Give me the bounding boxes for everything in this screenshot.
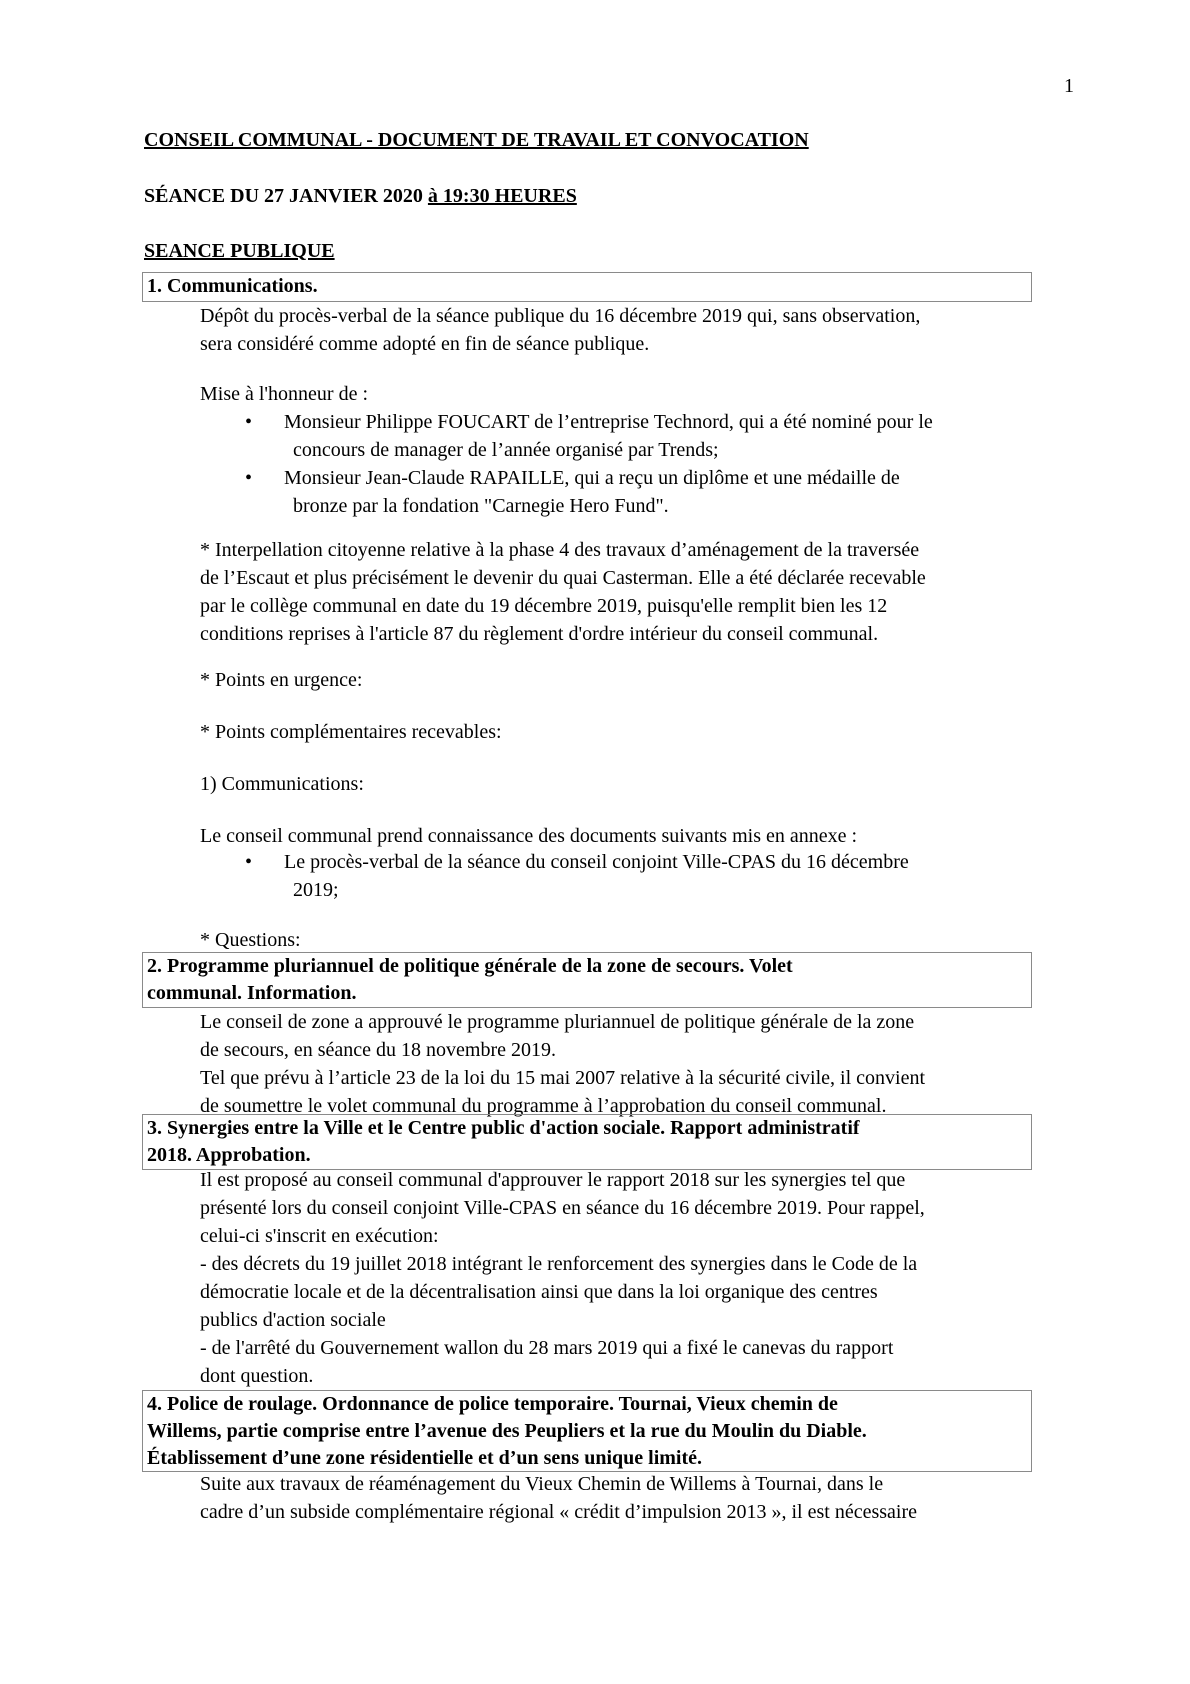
honneur-list [240,408,1090,520]
text-line: Il est proposé au conseil communal d'approuver le rapport 2018 sur les synergies tel que [200,1169,906,1191]
text-line: Le procès-verbal de la séance du conseil conjoint Ville-CPAS du 16 décembre [284,851,909,873]
text-line: - de l'arrêté du Gouvernement wallon du 28 mars 2019 qui a fixé le canevas du rapport [200,1337,894,1359]
text-line: * Interpellation citoyenne relative à la phase 4 des travaux d’aménagement de la traversée [200,539,920,561]
complementaires-text: * Points complémentaires recevables: [200,721,502,743]
text-line: Établissement d’une zone résidentielle et d’un sens unique limité. [147,1447,703,1469]
text-line: de l’Escaut et plus précisément le devenir du quai Casterman. Elle a été déclarée recevable [200,567,926,589]
text-line: présenté lors du conseil conjoint Ville-CPAS en séance du 16 décembre 2019. Pour rappel, [200,1197,925,1219]
text-line: bronze par la fondation "Carnegie Hero Fund". [293,495,669,517]
text-line: celui-ci s'inscrit en exécution: [200,1225,439,1247]
text-line: démocratie locale et de la décentralisation ainsi que dans la loi organique des centres [200,1281,878,1303]
text-line: publics d'action sociale [200,1309,386,1331]
text-line: Le conseil de zone a approuvé le programme pluriannuel de politique générale de la zone [200,1011,915,1033]
item-1-title [142,272,1032,302]
text-line: Tel que prévu à l’article 23 de la loi du 15 mai 2007 relative à la sécurité civile, il convient [200,1067,925,1089]
text-line: communal. Information. [147,982,357,1004]
session-time: à 19:30 HEURES [427,185,577,207]
item-1-deposit-text [200,302,1090,358]
text-line: 3. Synergies entre la Ville et le Centre public d'action sociale. Rapport administratif [147,1117,860,1139]
urgence-text: * Points en urgence: [200,669,363,691]
text-line: Monsieur Jean-Claude RAPAILLE, qui a reçu un diplôme et une médaille de [284,467,900,489]
annexe-list [240,848,1090,904]
public-session-heading: SEANCE PUBLIQUE [144,240,335,262]
text-line: 2018. Approbation. [147,1144,311,1166]
text-line: concours de manager de l’année organisé par Trends; [293,439,719,461]
session-date-prefix: SÉANCE DU 27 JANVIER 2020 [144,185,428,207]
annexe-intro: Le conseil communal prend connaissance des documents suivants mis en annexe : [200,825,858,847]
document-title: CONSEIL COMMUNAL - DOCUMENT DE TRAVAIL ET CONVOCATION [144,129,809,151]
list-item [240,464,1090,520]
text-line: sera considéré comme adopté en fin de séance publique. [200,333,650,355]
text-line: de soumettre le volet communal du programme à l’approbation du conseil communal. [200,1095,887,1117]
list-item [240,408,1090,464]
text-line: dont question. [200,1365,314,1387]
item-1-title-text: 1. Communications. [147,275,318,297]
text-line: cadre d’un subside complémentaire régional « crédit d’impulsion 2013 », il est nécessaire [200,1501,918,1523]
text-line: par le collège communal en date du 19 décembre 2019, puisqu'elle remplit bien les 12 [200,595,888,617]
page-number: 1 [1064,75,1074,97]
text-line: Willems, partie comprise entre l’avenue des Peupliers et la rue du Moulin du Diable. [147,1420,867,1442]
item-3-title [142,1114,1032,1170]
item-2-title [142,952,1032,1008]
item-4-body [200,1470,1090,1526]
item-3-body [200,1166,1090,1390]
text-line: Suite aux travaux de réaménagement du Vieux Chemin de Willems à Tournai, dans le [200,1473,884,1495]
item-2-body [200,1008,1090,1120]
interpellation-text [200,536,1090,648]
text-line: de secours, en séance du 18 novembre 2019. [200,1039,556,1061]
session-date [144,182,577,210]
text-line: 4. Police de roulage. Ordonnance de police temporaire. Tournai, Vieux chemin de [147,1393,838,1415]
item-4-title [142,1390,1032,1472]
text-line: 2. Programme pluriannuel de politique générale de la zone de secours. Volet [147,955,793,977]
text-line: Dépôt du procès-verbal de la séance publique du 16 décembre 2019 qui, sans observation, [200,305,921,327]
text-line: conditions reprises à l'article 87 du règlement d'ordre intérieur du conseil communal. [200,623,879,645]
list-item [240,848,1090,904]
communications-text: 1) Communications: [200,773,364,795]
text-line: - des décrets du 19 juillet 2018 intégrant le renforcement des synergies dans le Code de la [200,1253,918,1275]
questions-text: * Questions: [200,929,301,951]
text-line: 2019; [293,879,339,901]
honneur-intro: Mise à l'honneur de : [200,383,369,405]
text-line: Monsieur Philippe FOUCART de l’entreprise Technord, qui a été nominé pour le [284,411,933,433]
